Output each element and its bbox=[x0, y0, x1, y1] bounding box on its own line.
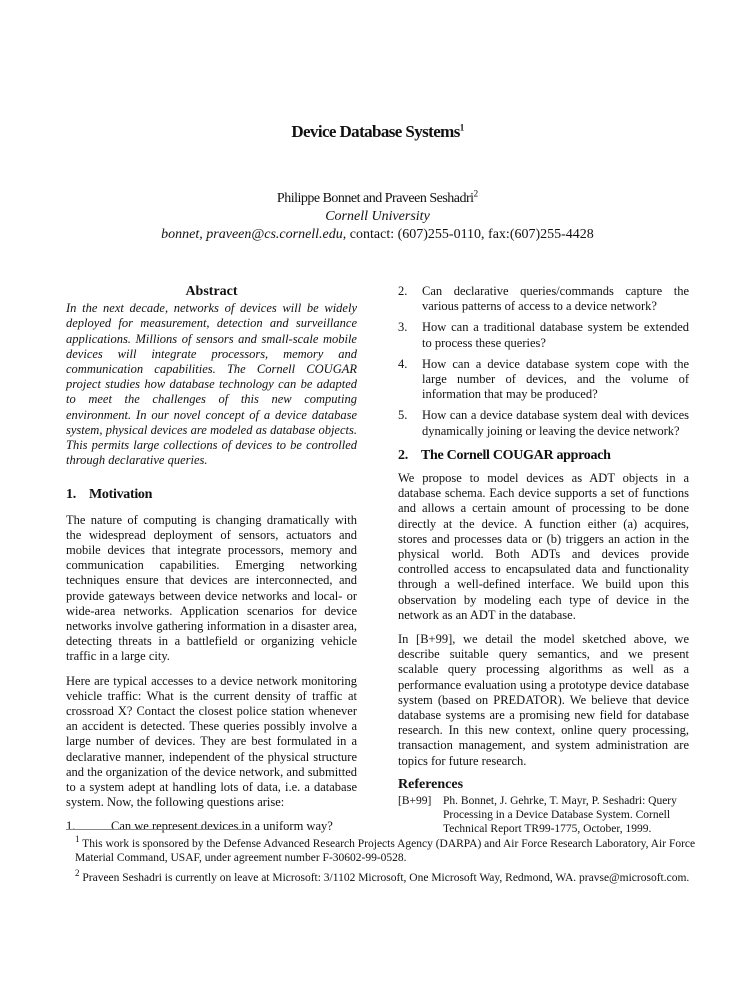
approach-paragraph-1: We propose to model devices as ADT objects in a database schema. Each device supports a set of functions and allows a certain amount of processing to be done directly at the device. A function either (a) acquires, stores and processes data or (b) triggers an action in the physical world. Both ADTs and devices provide controlled access to encapsulated data and functionality through a well-defined interface. We build upon this observation by modeling each type of device in the network as an ADT in the database. bbox=[398, 471, 689, 622]
motivation-paragraph-1: The nature of computing is changing dramatically with the widespread deployment of sensors, actuators and mobile devices that integrate processors, memory and communication capabilities. Emerging networking techniques ensure that devices are interconnected, and provide gateways between device networks and local- or wide-area networks. Application scenarios for device networks involve gathering information in a disaster area, detecting threats in a battlefield or organizing vehicle traffic in a large city. bbox=[66, 512, 357, 664]
questions-list bbox=[398, 284, 689, 439]
reference-item bbox=[398, 794, 689, 836]
author-block bbox=[0, 190, 755, 244]
motivation-paragraph-2: Here are typical accesses to a device network monitoring vehicle traffic: What is the current density of traffic at crossroad X? Contact the closest police station whenever an accident is detected. These queries possibly involve a large number of devices. They are best formulated in a declarative manner, independent of the physical structure and the organization of the device network, and submitted to a system adept at handling lots of data, i.e. a database system. Now, the following questions arise: bbox=[66, 673, 357, 810]
title-footnote-mark: 1 bbox=[459, 122, 464, 133]
section-1-heading: 1. Motivation bbox=[66, 487, 153, 503]
author-email: bonnet, praveen@cs.cornell.edu bbox=[161, 227, 343, 242]
author-affiliation: Cornell University bbox=[325, 209, 430, 224]
references-heading: References bbox=[398, 776, 464, 792]
reference-key: [B+99] bbox=[398, 795, 432, 808]
abstract-heading: Abstract bbox=[185, 284, 238, 299]
footnote-1: $^1$ This work is sponsored by the Defense Advanced Research Projects Agency (DARPA) and Air Force Research Laboratory, Air Force Material Command, USAF, under agreement number F-30602-99-0528. bbox=[75, 834, 696, 864]
author-names: Philippe Bonnet and Praveen Seshadri$^2$ bbox=[276, 188, 479, 206]
question-5: 5. How can a device database system deal with devices dynamically joining or leaving the device network? bbox=[398, 408, 689, 438]
footnote-2: $^2$ Praveen Seshadri is currently on leave at Microsoft: 3/1102 Microsoft, One Microsoft Way, Redmond, WA. pravse@microsoft.com. bbox=[75, 868, 690, 884]
footnotes bbox=[75, 834, 715, 891]
question-1: 1. Can we represent devices in a uniform way? bbox=[66, 818, 333, 833]
abstract-text: In the next decade, networks of devices will be widely deployed for measurement, detection and surveillance applications. Millions of sensors and small-scale mobile devices will integrate processors, memory and communication capabilities. The Cornell COUGAR project studies how database technology can be adapted to meet the challenges of this new computing environment. In our novel concept of a device database system, physical devices are modeled as database objects. This permits large collections of devices to be controlled through declarative queries. bbox=[66, 301, 357, 468]
paper-title: Device Database Systems$^1$ bbox=[291, 122, 464, 141]
right-column bbox=[398, 284, 689, 836]
author-footnote-mark: 2 bbox=[473, 188, 479, 199]
question-2: 2. Can declarative queries/commands capture the various patterns of access to a device network? bbox=[398, 284, 689, 314]
approach-paragraph-2: In [B+99], we detail the model sketched above, we describe suitable query semantics, and we present scalable query processing algorithms as well as a performance evaluation using a prototype device database system (based on PREDATOR). We believe that device database systems are a promising new field for database research. In this new context, online query processing, transaction management, and system administration are topics for future research. bbox=[398, 632, 689, 768]
reference-text: Ph. Bonnet, J. Gehrke, T. Mayr, P. Seshadri: Query Processing in a Device Database System. Cornell Technical Report TR99-1775, October, 1999. bbox=[443, 795, 677, 836]
question-4: 4. How can a device database system cope with the large number of devices, and the volume of information that may be produced? bbox=[398, 356, 689, 402]
question-3: 3. How can a traditional database system be extended to process these queries? bbox=[398, 320, 689, 350]
section-2-heading: 2. The Cornell COUGAR approach bbox=[398, 447, 611, 463]
contact-numbers: , contact: (607)255-0110, fax:(607)255-4428 bbox=[342, 227, 594, 242]
left-column bbox=[66, 284, 357, 834]
author-contact bbox=[0, 226, 755, 244]
footnote-divider bbox=[66, 829, 252, 830]
